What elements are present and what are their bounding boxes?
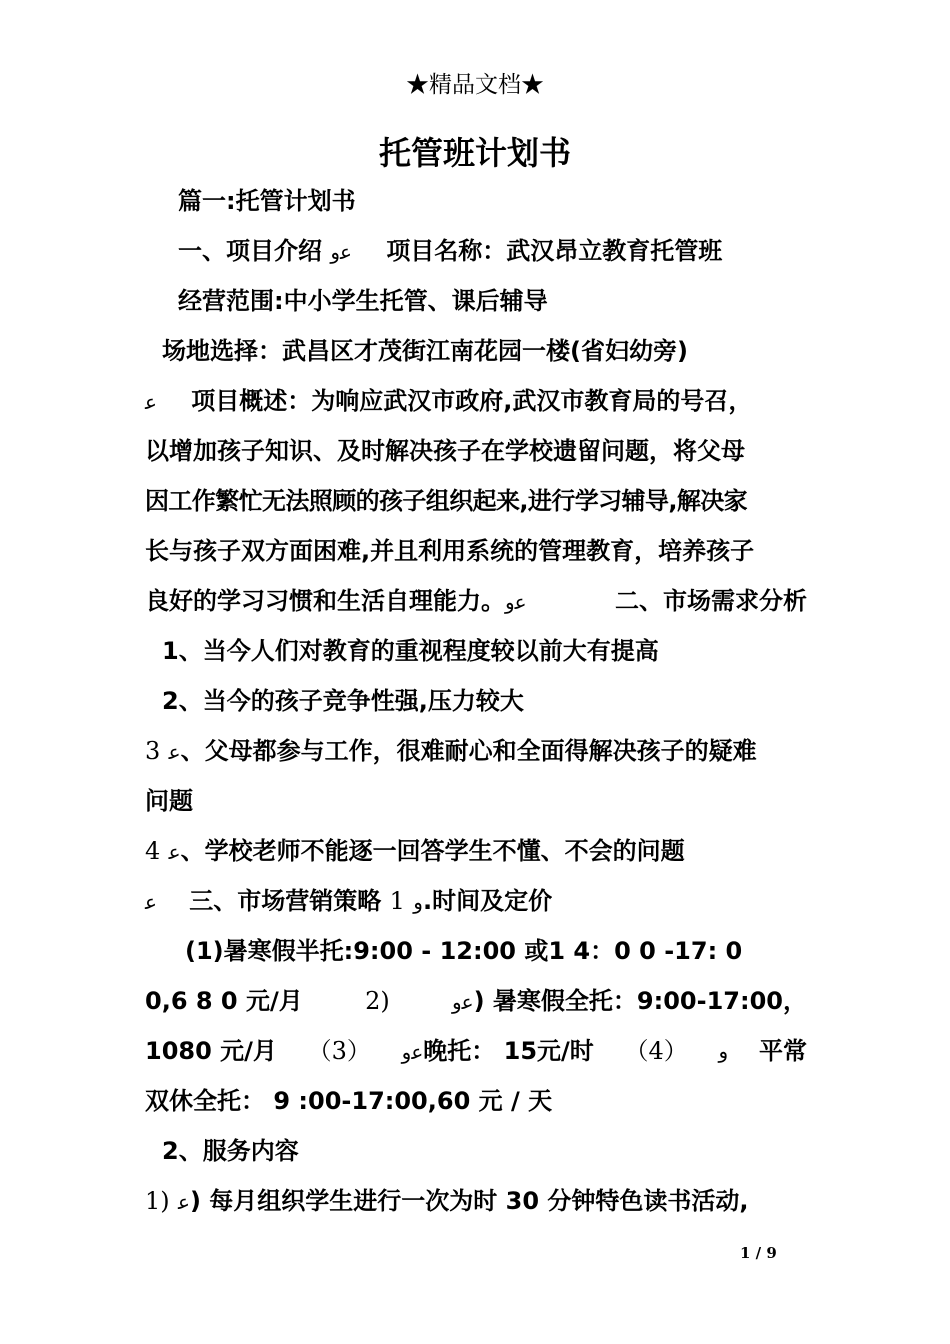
list-item <box>145 1184 807 1219</box>
text-span: 1 <box>389 887 405 915</box>
text-span: 三、市场营销策略 <box>189 887 382 915</box>
glyph-mark: ﻋﻭ <box>330 240 352 264</box>
text-line: 经营范围:中小学生托管、课后辅导 <box>178 287 548 315</box>
list-item: 1、当今人们对教育的重视程度较以前大有提高 <box>162 637 659 665</box>
glyph-mark: ﻋﻭ <box>505 590 527 614</box>
text-span: ) 每月组织学生进行一次为时 30 分钟特色读书活动, <box>189 1187 749 1215</box>
text-span: 、学校老师不能逐一回答学生不懂、不会的问题 <box>180 837 685 865</box>
text-span: 项目概述：为响应武汉市政府,武汉市教育局的号召， <box>191 387 753 415</box>
text-span: （4） <box>624 1037 688 1065</box>
text-span: 以增加孩子知识、及时解决孩子在学校遗留问题，将父母 <box>145 437 745 465</box>
list-item: 2、当今的孩子竞争性强,压力较大 <box>162 687 524 715</box>
glyph-mark: ﻋ <box>178 1190 190 1214</box>
glyph-mark: ﻋﻭ <box>452 990 474 1014</box>
glyph-mark: ﻋ <box>168 840 181 864</box>
text-span: 一、项目介绍 <box>178 237 322 265</box>
document-title: 托管班计划书 <box>378 134 571 172</box>
text-span: 项目名称：武汉昂立教育托管班 <box>386 237 723 265</box>
section-heading <box>145 884 807 919</box>
text-line <box>178 234 840 269</box>
text-line: (1)暑寒假半托:9:00 - 12:00 或1 4：0 0 -17: 0 <box>185 937 743 965</box>
text-span: 平常 <box>758 1037 807 1065</box>
text-line: 双休全托： 9 :00-17:00,60 元 / 天 <box>145 1087 553 1115</box>
glyph-mark: ﻭ <box>413 890 423 914</box>
text-line <box>145 384 807 419</box>
text-line: 因工作繁忙无法照顾的孩子组织起来,进行学习辅导,解决家 <box>145 487 748 515</box>
list-item <box>145 734 807 769</box>
text-span: 二、市场需求分析 <box>615 587 807 615</box>
text-span: ) 暑寒假全托：9:00-17:00， <box>473 987 807 1015</box>
section-heading: 篇一:托管计划书 <box>178 187 356 215</box>
text-line: 长与孩子双方面困难,并且利用系统的管理教育，培养孩子 <box>145 537 755 565</box>
text-span: （3） <box>307 1037 371 1065</box>
text-span: 2) <box>365 987 390 1015</box>
text-line: 问题 <box>145 787 193 815</box>
text-line: 场地选择：武昌区才茂街江南花园一楼(省妇幼旁) <box>162 337 688 365</box>
glyph-mark: ﻋ <box>145 390 157 414</box>
text-line <box>145 1034 807 1069</box>
text-span: 0,6 8 0 元/月 <box>145 987 303 1015</box>
page-number: 1 / 9 <box>740 1244 777 1262</box>
text-span: .时间及定价 <box>422 887 553 915</box>
glyph-mark: ﻭ <box>718 1039 729 1063</box>
glyph-mark: ﻋ <box>168 740 181 764</box>
glyph-mark: ﻋﻭ <box>401 1040 424 1064</box>
page-header: ★精品文档★ <box>406 72 544 98</box>
text-span: 1080 元/月 <box>145 1037 277 1065</box>
text-span: 晚托： 15元/时 <box>423 1037 594 1065</box>
section-heading: 2、服务内容 <box>162 1137 299 1165</box>
text-line <box>145 984 807 1019</box>
text-span: 1) <box>145 1187 170 1215</box>
list-item <box>145 834 807 869</box>
text-span: 、父母都参与工作，很难耐心和全面得解决孩子的疑难 <box>180 737 757 765</box>
text-line <box>145 584 807 619</box>
text-span: 3 <box>145 737 161 765</box>
text-span: 良好的学习习惯和生活自理能力。 <box>145 587 505 615</box>
text-span: 4 <box>145 837 161 865</box>
glyph-mark: ﻋ <box>145 890 157 914</box>
text-line <box>145 434 807 468</box>
